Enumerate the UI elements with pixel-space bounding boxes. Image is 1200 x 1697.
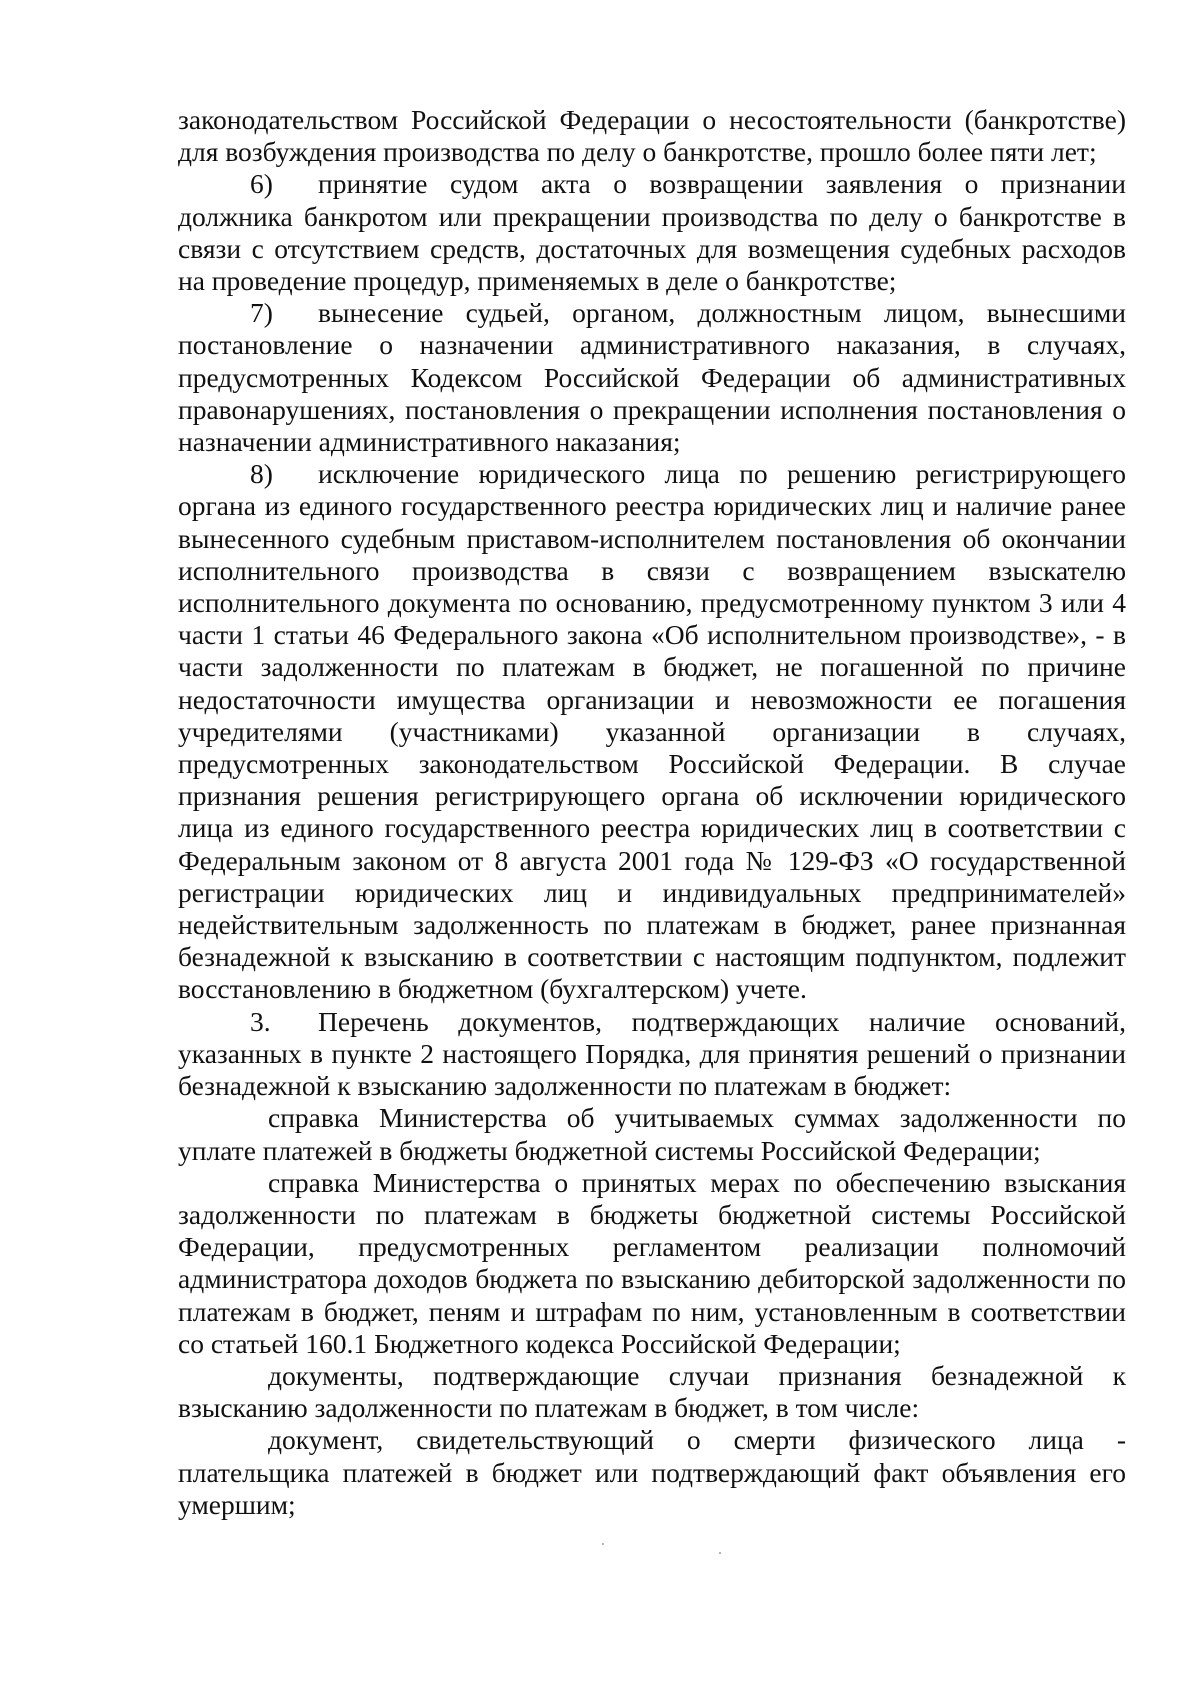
scan-speck [602, 1543, 604, 1545]
paragraph-intro: законодательством Российской Федерации о несостоятельности (банкротстве) для возбуждения производства по делу о банкротстве, прошло более пяти лет; [178, 104, 1126, 168]
item-number-7: 7) [250, 297, 273, 329]
paragraph-item-8 [178, 458, 1126, 1005]
section-text-3: Перечень документов, подтверждающих наличие оснований, указанных в пункте 2 настоящего Порядка, для принятия решений о признании безнадежной к взысканию задолженности по платежам в бюджет: [178, 1005, 1126, 1102]
paragraph-doc-certificate-debt: справка Министерства об учитываемых суммах задолженности по уплате платежей в бюджеты бюджетной системы Российской Федерации; [178, 1102, 1126, 1166]
item-text-6: принятие судом акта о возвращении заявления о признании должника банкротом или прекращении производства по делу о банкротстве в связи с отсутствием средств, достаточных для возмещения судебных расходов на проведение процедур, применяемых в деле о банкротстве; [178, 168, 1126, 297]
paragraph-doc-death: документ, свидетельствующий о смерти физического лица - плательщика платежей в бюджет или подтверждающий факт объявления его умершим; [178, 1424, 1126, 1520]
item-text-8: исключение юридического лица по решению регистрирующего органа из единого государственного реестра юридических лиц и наличие ранее вынесенного судебным приставом-исполнителем постановления об окончании исполнительного производства в связи с возвращением взыскателю исполнительного документа по основанию, предусмотренному пунктом 3 или 4 части 1 статьи 46 Федерального закона «Об исполнительном производстве», - в части задолженности по платежам в бюджет, не погашенной по причине недостаточности имущества организации и невозможности ее погашения учредителями (участниками) указанной организации в случаях, предусмотренных законодательством Российской Федерации. В случае признания решения регистрирующего органа об исключении юридического лица из единого государственного реестра юридических лиц в соответствии с Федеральным законом от 8 августа 2001 года № 129-ФЗ «О государственной регистрации юридических лиц и индивидуальных предпринимателей» недействительным задолженность по платежам в бюджет, ранее признанная безнадежной к взысканию в соответствии с настоящим подпунктом, подлежит восстановлению в бюджетном (бухгалтерском) учете. [178, 458, 1126, 1005]
paragraph-doc-confirming: документы, подтверждающие случаи признания безнадежной к взысканию задолженности по платежам в бюджет, в том числе: [178, 1359, 1126, 1424]
item-text-7: вынесение судьей, органом, должностным лицом, вынесшими постановление о назначении административного наказания, в случаях, предусмотренных Кодексом Российской Федерации об административных правонарушениях, постановления о прекращении исполнения постановления о назначении административного наказания; [178, 297, 1126, 458]
scan-speck [719, 1552, 721, 1554]
paragraph-section-3 [178, 1006, 1126, 1103]
document-page [178, 104, 1126, 1521]
item-number-6: 6) [250, 168, 273, 200]
paragraph-doc-certificate-measures: справка Министерства о принятых мерах по обеспечению взыскания задолженности по платежам в бюджеты бюджетной системы Российской Федерации, предусмотренных регламентом реализации полномочий администратора доходов бюджета по взысканию дебиторской задолженности по платежам в бюджет, пеням и штрафам по ним, установленным в соответствии со статьей 160.1 Бюджетного кодекса Российской Федерации; [178, 1166, 1126, 1359]
section-number-3: 3. [250, 1005, 271, 1037]
paragraph-item-6 [178, 168, 1126, 297]
item-number-8: 8) [250, 458, 273, 490]
paragraph-item-7 [178, 297, 1126, 458]
